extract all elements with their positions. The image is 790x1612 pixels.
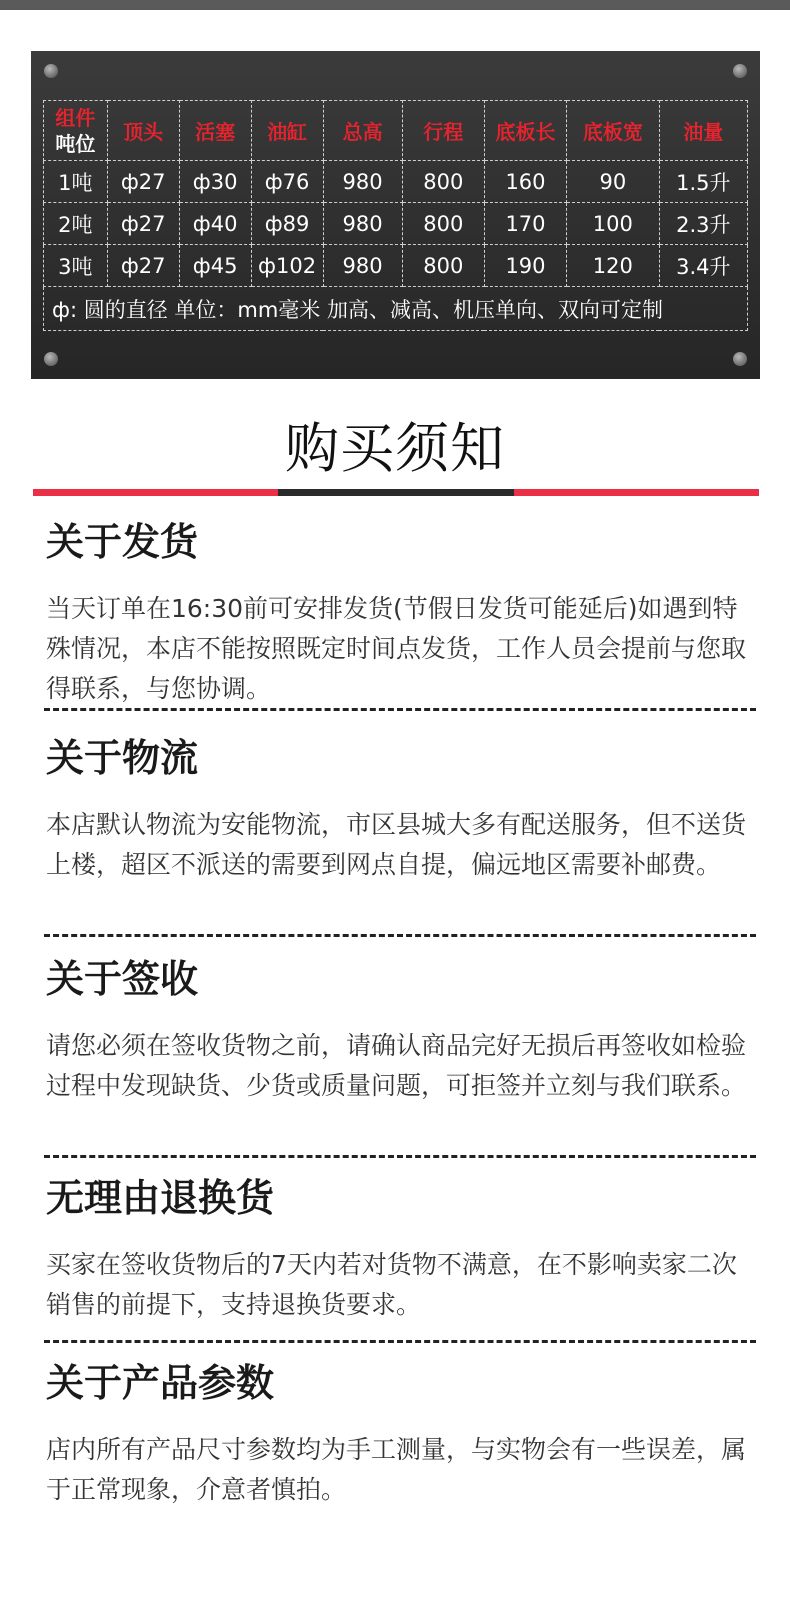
table-row — [44, 161, 748, 203]
section-product-params — [46, 1358, 756, 1510]
table-row — [44, 245, 748, 287]
corner-top-label: 组件 — [55, 105, 96, 130]
section-heading: 关于发货 — [46, 520, 199, 564]
section-body: 请您必须在签收货物之前，请确认商品完好无损后再签收如检验过程中发现缺货、少货或质量问题，可拒签并立刻与我们联系。 — [46, 1031, 747, 1100]
section-heading: 无理由退换货 — [46, 1176, 275, 1220]
note-row — [44, 287, 748, 331]
table-cell: 120 — [567, 245, 659, 287]
table-cell: ф27 — [107, 161, 179, 203]
table-cell: ф76 — [251, 161, 323, 203]
header-cell: 油量 — [659, 101, 747, 161]
table-cell: 2.3升 — [659, 203, 747, 245]
table-cell: 800 — [402, 245, 484, 287]
table-cell: 3吨 — [44, 245, 108, 287]
table-cell: ф40 — [179, 203, 251, 245]
table-cell: 170 — [484, 203, 566, 245]
table-cell: 800 — [402, 203, 484, 245]
table-cell: 160 — [484, 161, 566, 203]
spec-table — [43, 100, 748, 331]
section-body: 买家在签收货物后的7天内若对货物不满意，在不影响卖家二次销售的前提下，支持退换货要求。 — [46, 1250, 737, 1319]
table-cell: 90 — [567, 161, 659, 203]
table-cell: 980 — [323, 203, 402, 245]
table-cell: ф89 — [251, 203, 323, 245]
section-shipping — [46, 517, 756, 709]
screw-icon — [44, 352, 58, 366]
dashed-divider — [44, 708, 756, 711]
table-cell: 2吨 — [44, 203, 108, 245]
screw-icon — [44, 64, 58, 78]
header-cell: 油缸 — [251, 101, 323, 161]
table-cell: 1.5升 — [659, 161, 747, 203]
dashed-divider — [44, 1340, 756, 1343]
table-cell: 190 — [484, 245, 566, 287]
screw-icon — [733, 64, 747, 78]
top-strip — [0, 0, 790, 10]
table-cell: ф102 — [251, 245, 323, 287]
header-cell: 底板宽 — [567, 101, 659, 161]
title-underline-left — [33, 489, 278, 496]
table-cell: 3.4升 — [659, 245, 747, 287]
section-body: 当天订单在16:30前可安排发货(节假日发货可能延后)如遇到特殊情况，本店不能按照既定时间点发货，工作人员会提前与您取得联系，与您协调。 — [46, 594, 747, 703]
screw-icon — [733, 352, 747, 366]
page-title: 购买须知 — [285, 417, 505, 480]
table-cell: ф27 — [107, 203, 179, 245]
table-cell: 980 — [323, 245, 402, 287]
section-body: 本店默认物流为安能物流，市区县城大多有配送服务，但不送货上楼，超区不派送的需要到网点自提，偏远地区需要补邮费。 — [46, 810, 747, 879]
corner-header — [44, 101, 108, 161]
header-cell: 总高 — [323, 101, 402, 161]
header-cell: 活塞 — [179, 101, 251, 161]
corner-bottom-label: 吨位 — [55, 131, 96, 156]
table-cell: 1吨 — [44, 161, 108, 203]
section-returns — [46, 1173, 756, 1325]
table-cell: ф27 — [107, 245, 179, 287]
dashed-divider — [44, 934, 756, 937]
dashed-divider — [44, 1155, 756, 1158]
header-cell: 行程 — [402, 101, 484, 161]
spec-note: ф: 圆的直径 单位：mm毫米 加高、减高、机压单向、双向可定制 — [44, 287, 748, 331]
title-underline-right — [514, 489, 759, 496]
section-heading: 关于签收 — [46, 957, 199, 1001]
table-row — [44, 203, 748, 245]
table-cell: 800 — [402, 161, 484, 203]
section-heading: 关于物流 — [46, 736, 199, 780]
section-signing — [46, 954, 756, 1106]
spec-header-row — [44, 101, 748, 161]
section-body: 店内所有产品尺寸参数均为手工测量，与实物会有一些误差，属于正常现象，介意者慎拍。 — [46, 1435, 747, 1504]
header-cell: 顶头 — [107, 101, 179, 161]
table-cell: 100 — [567, 203, 659, 245]
header-cell: 底板长 — [484, 101, 566, 161]
section-heading: 关于产品参数 — [46, 1361, 275, 1405]
table-cell: ф30 — [179, 161, 251, 203]
table-cell: 980 — [323, 161, 402, 203]
title-underline-middle — [278, 489, 514, 496]
table-cell: ф45 — [179, 245, 251, 287]
spec-board — [31, 51, 760, 379]
section-logistics — [46, 733, 756, 885]
